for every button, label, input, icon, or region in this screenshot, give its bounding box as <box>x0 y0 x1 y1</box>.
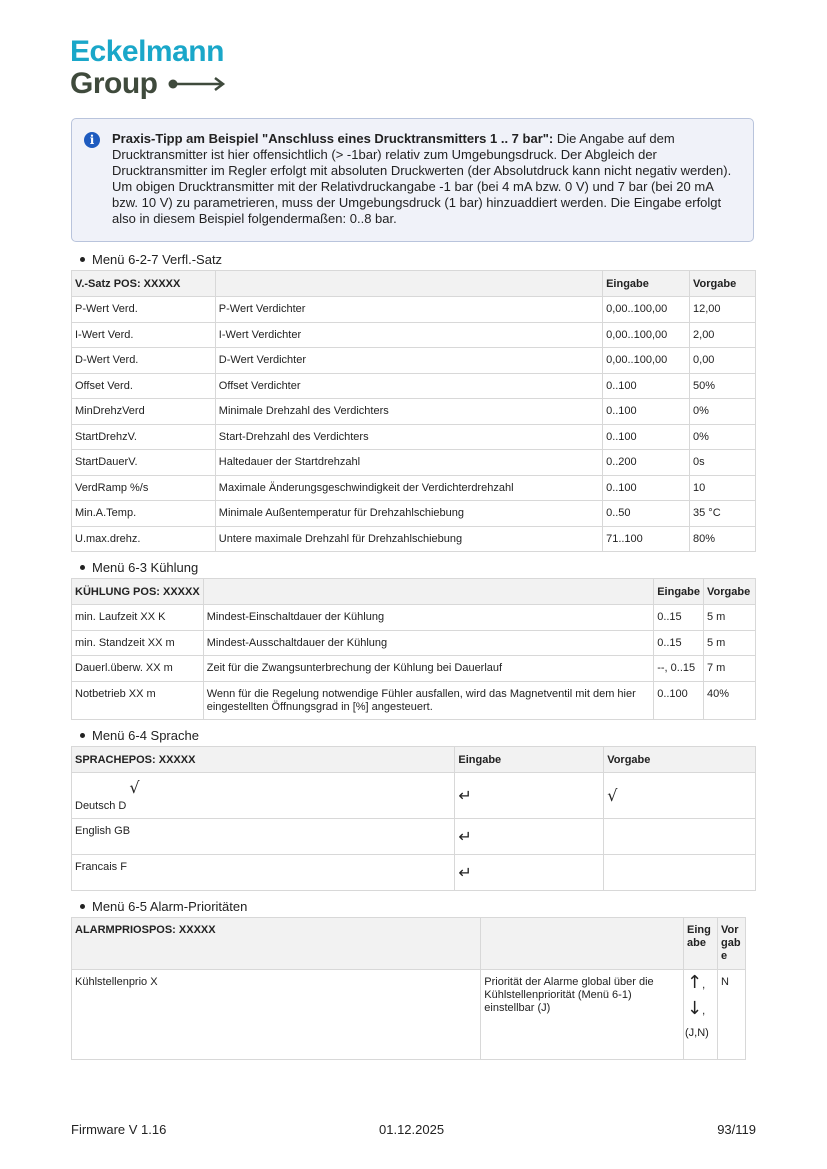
table-row: min. Laufzeit XX K Mindest-Einschaltdauer der Kühlung 0..15 5 m <box>72 605 756 631</box>
enter-icon: ↵ <box>458 827 472 846</box>
table-row: P-Wert Verd. P-Wert Verdichter 0,00..100,00 12,00 <box>72 297 756 323</box>
table-header: ALARMPRIOSPOS: XXXXX Eing abe Vor gab e <box>72 918 746 970</box>
table-row: Kühlstellenprio X Priorität der Alarme global über die Kühlstellenpriorität (Menü 6-1) einstellbar (J) ↑, ↓, (J,N) N <box>72 970 746 1060</box>
bullet-icon <box>80 565 85 570</box>
bullet-icon <box>80 733 85 738</box>
sprache-table <box>71 746 756 891</box>
table-row: MinDrehzVerd Minimale Drehzahl des Verdichters 0..100 0% <box>72 399 756 425</box>
arrow-down-icon: ↓ <box>687 998 703 1019</box>
table-row <box>72 773 756 819</box>
bullet-icon <box>80 904 85 909</box>
table-row: StartDauerV. Haltedauer der Startdrehzahl 0..200 0s <box>72 450 756 476</box>
check-icon: √ <box>129 778 140 797</box>
table-row <box>72 819 756 855</box>
table-header: SPRACHEPOS: XXXXX Eingabe Vorgabe <box>72 747 756 773</box>
language-label: Francais F <box>72 855 455 891</box>
practice-tip-box <box>71 118 754 242</box>
section-heading-verfl-satz: Menü 6-2-7 Verfl.-Satz <box>80 252 222 267</box>
alarm-prio-table <box>71 917 746 1060</box>
tip-title: Praxis-Tipp am Beispiel "Anschluss eines Drucktransmitters 1 .. 7 bar": <box>112 131 554 146</box>
language-label: English GB <box>72 819 455 855</box>
table-header: V.-Satz POS: XXXXX Eingabe Vorgabe <box>72 271 756 297</box>
company-logo <box>70 36 226 100</box>
kuehlung-table <box>71 578 756 720</box>
enter-icon: ↵ <box>458 786 472 805</box>
table-row: Dauerl.überw. XX m Zeit für die Zwangsunterbrechung der Kühlung bei Dauerlauf --, 0..15 7 m <box>72 656 756 682</box>
logo-line1: Eckelmann <box>70 35 224 68</box>
section-heading-sprache: Menü 6-4 Sprache <box>80 728 199 743</box>
section-heading-kuehlung: Menü 6-3 Kühlung <box>80 560 198 575</box>
footer-page-number: 93/119 <box>717 1122 756 1137</box>
footer-date: 01.12.2025 <box>379 1122 445 1137</box>
table-header: KÜHLUNG POS: XXXXX Eingabe Vorgabe <box>72 579 756 605</box>
table-row: StartDrehzV. Start-Drehzahl des Verdichters 0..100 0% <box>72 424 756 450</box>
table-row <box>72 855 756 891</box>
bullet-icon <box>80 257 85 262</box>
footer-firmware: Firmware V 1.16 <box>71 1122 167 1137</box>
table-row: VerdRamp %/s Maximale Änderungsgeschwindigkeit der Verdichterdrehzahl 0..100 10 <box>72 475 756 501</box>
table-row: I-Wert Verd. I-Wert Verdichter 0,00..100,00 2,00 <box>72 322 756 348</box>
table-row: Min.A.Temp. Minimale Außentemperatur für Drehzahlschiebung 0..50 35 °C <box>72 501 756 527</box>
arrow-up-icon: ↑ <box>687 972 703 993</box>
verfl-satz-table <box>71 270 756 552</box>
language-label: Deutsch D <box>75 800 127 812</box>
table-row: min. Standzeit XX m Mindest-Ausschaltdauer der Kühlung 0..15 5 m <box>72 630 756 656</box>
section-heading-alarm-prioritaeten: Menü 6-5 Alarm-Prioritäten <box>80 899 247 914</box>
table-row: D-Wert Verd. D-Wert Verdichter 0,00..100,00 0,00 <box>72 348 756 374</box>
logo-arrow-icon <box>168 77 226 91</box>
table-row: Notbetrieb XX m Wenn für die Regelung notwendige Fühler ausfallen, wird das Magnetventil mit dem hier eingestellten Öffnungsgrad in [%] angesteuert. 0..100 40% <box>72 681 756 719</box>
enter-icon: ↵ <box>458 863 472 882</box>
table-row: Offset Verd. Offset Verdichter 0..100 50% <box>72 373 756 399</box>
logo-line2: Group <box>70 67 158 100</box>
check-icon: √ <box>607 786 618 805</box>
table-row: U.max.drehz. Untere maximale Drehzahl für Drehzahlschiebung 71..100 80% <box>72 526 756 552</box>
info-icon: i <box>84 132 100 148</box>
tip-text: Die Angabe auf dem Drucktransmitter ist hier offensichtlich (> -1bar) relativ zum Umgebungsdruck. Der Abgleich der Drucktransmitter im Regler erfolgt mit absoluten Druckwerten (der Absolutdruck kann nicht negativ werden). Um obigen Drucktransmitter mit der Relativdruckangabe -1 bar (bei 4 mA bzw. 0 V) und 7 bar (bei 20 mA bzw. 10 V) zu parametrieren, muss der Umgebungsdruck (1 bar) hinzuaddiert werden. Die Eingabe erfolgt also in diesem Beispiel folgendermaßen: 0..8 bar. <box>112 131 732 226</box>
